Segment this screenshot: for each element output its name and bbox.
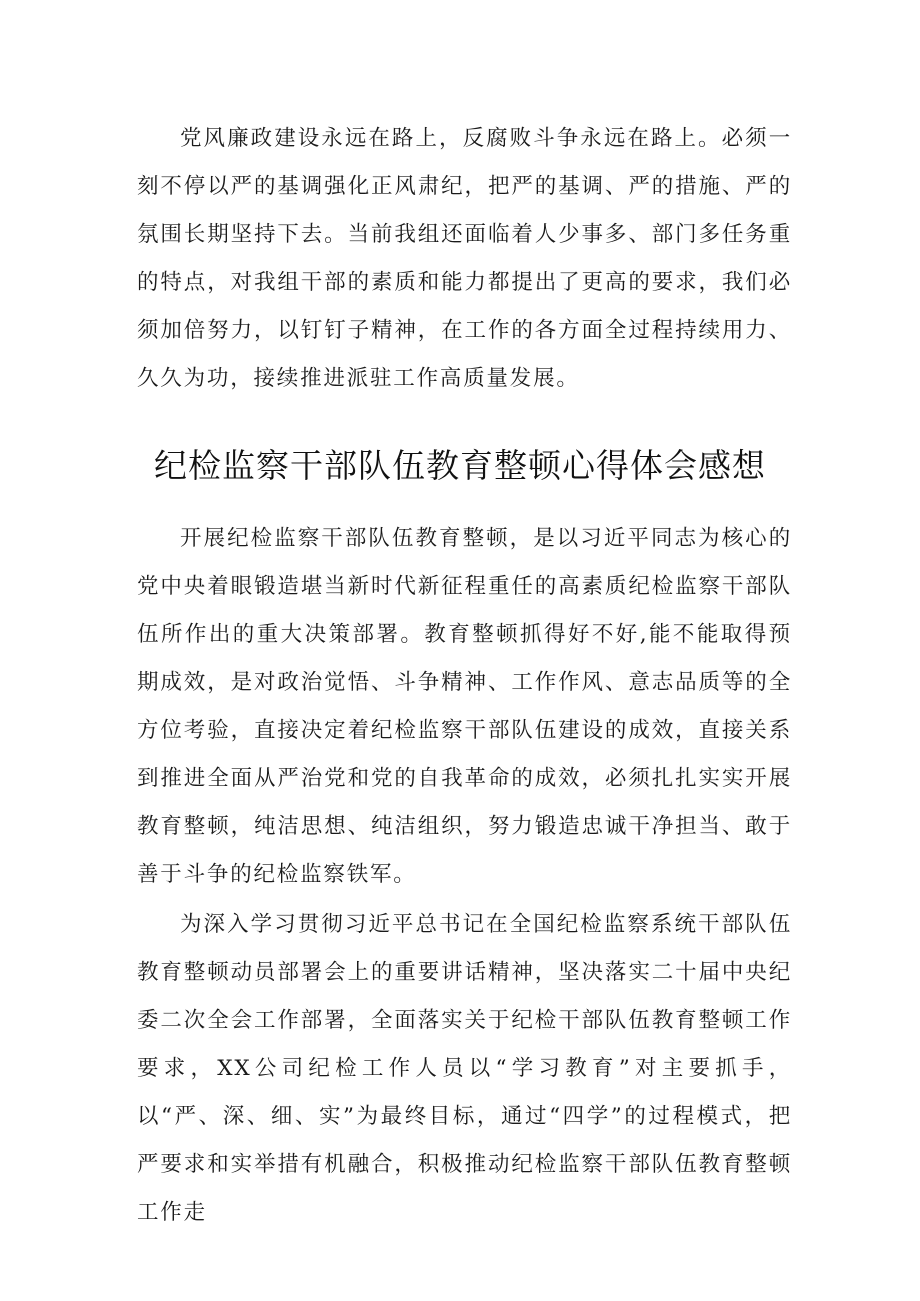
paragraph-1: 党风廉政建设永远在路上，反腐败斗争永远在路上。必须一刻不停以严的基调强化正风肃纪，把严的基调、严的措施、严的氛围长期坚持下去。当前我组还面临着人少事多、部门多任务重的特点，对我组干部的素质和能力都提出了更高的要求，我们必须加倍努力，以钉钉子精神，在工作的各方面全过程持续用力、久久为功，接续推进派驻工作高质量发展。 bbox=[137, 126, 792, 391]
paragraph-2: 开展纪检监察干部队伍教育整顿，是以习近平同志为核心的党中央着眼锻造堪当新时代新征程重任的高素质纪检监察干部队伍所作出的重大决策部署。教育整顿抓得好不好,能不能取得预期成效，是对政治觉悟、斗争精神、工作作风、意志品质等的全方位考验，直接决定着纪检监察干部队伍建设的成效，直接关系到推进全面从严治党和党的自我革命的成效，必须扎扎实实开展教育整顿，纯洁思想、纯洁组织，努力锻造忠诚干净担当、敢于善于斗争的纪检监察铁军。 bbox=[137, 526, 792, 887]
paragraph-3: 为深入学习贯彻习近平总书记在全国纪检监察系统干部队伍教育整顿动员部署会上的重要讲话精神，坚决落实二十届中央纪委二次全会工作部署，全面落实关于纪检干部队伍教育整顿工作要求，XX公司纪检工作人员以“学习教育”对主要抓手，以“严、深、细、实”为最终目标，通过“四学”的过程模式，把严要求和实举措有机融合，积极推动纪检监察干部队伍教育整顿工作走 bbox=[137, 912, 792, 1225]
section-title: 纪检监察干部队伍教育整顿心得体会感想 bbox=[154, 446, 766, 485]
